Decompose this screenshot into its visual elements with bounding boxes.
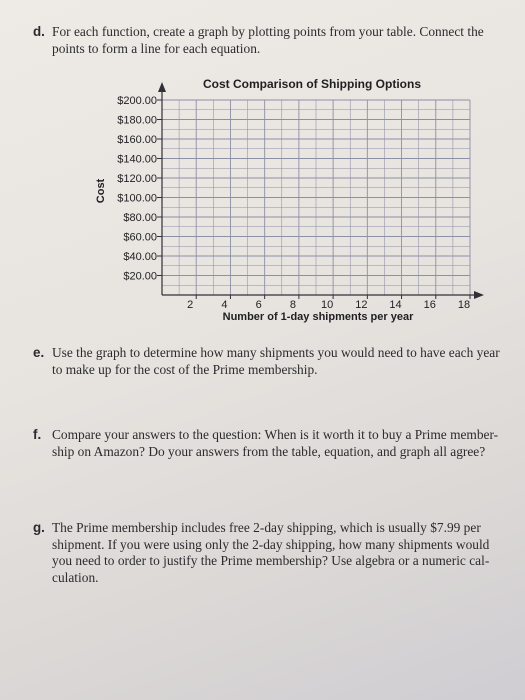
- y-tick-label: $140.00: [117, 153, 157, 166]
- y-tick-label: $160.00: [117, 134, 157, 146]
- question-g-text: The Prime membership includes free 2-day shipping, which is usually $7.99 per shipment. If you were using only the 2-day shipping, how many shipments would you need to order to justify the Prime membership? Use algebra or a numeric cal-culation.: [52, 520, 490, 585]
- question-e: [33, 345, 503, 378]
- chart-axes: [157, 82, 484, 299]
- cost-comparison-chart: [0, 0, 525, 330]
- y-tick-label: $40.00: [123, 251, 157, 263]
- x-tick-label: 4: [221, 299, 228, 311]
- y-tick-label: $200.00: [117, 95, 157, 107]
- question-f: [33, 427, 503, 460]
- x-tick-label: 12: [355, 299, 368, 311]
- y-tick-label: $20.00: [123, 270, 157, 283]
- x-tick-labels: [187, 299, 470, 311]
- y-axis-label: Cost: [95, 178, 107, 204]
- x-axis-label: Number of 1-day shipments per year: [222, 311, 414, 323]
- y-tick-label: $180.00: [117, 114, 157, 127]
- x-axis-arrow: [474, 291, 484, 299]
- y-axis-arrow: [158, 82, 166, 92]
- y-tick-label: $60.00: [123, 231, 157, 244]
- chart-grid: [162, 100, 470, 295]
- question-e-text: Use the graph to determine how many shipments you would need to have each year to make up for the cost of the Prime membership.: [52, 345, 500, 377]
- question-e-letter: e.: [33, 345, 45, 360]
- question-g-letter: g.: [33, 520, 45, 535]
- x-tick-label: 14: [389, 299, 402, 311]
- y-tick-label: $120.00: [117, 173, 157, 185]
- y-tick-label: $100.00: [117, 192, 157, 205]
- chart-title: Cost Comparison of Shipping Options: [203, 77, 421, 91]
- x-tick-label: 8: [289, 299, 296, 311]
- x-tick-label: 10: [320, 299, 334, 311]
- y-tick-label: $80.00: [123, 212, 157, 224]
- question-f-letter: f.: [33, 427, 42, 442]
- question-g: [33, 520, 503, 586]
- question-f-text: Compare your answers to the question: When is it worth it to buy a Prime member-ship on Amazon? Do your answers from the table, equation, and graph all agree?: [52, 427, 499, 459]
- y-tick-labels: [117, 95, 157, 283]
- question-d-text: For each function, create a graph by plotting points from your table. Connect the points to form a line for each equation.: [52, 24, 484, 56]
- x-tick-label: 2: [187, 299, 194, 311]
- question-d-letter: d.: [33, 24, 45, 39]
- x-tick-label: 6: [255, 299, 262, 311]
- x-tick-label: 16: [423, 299, 436, 311]
- x-tick-label: 18: [457, 299, 471, 311]
